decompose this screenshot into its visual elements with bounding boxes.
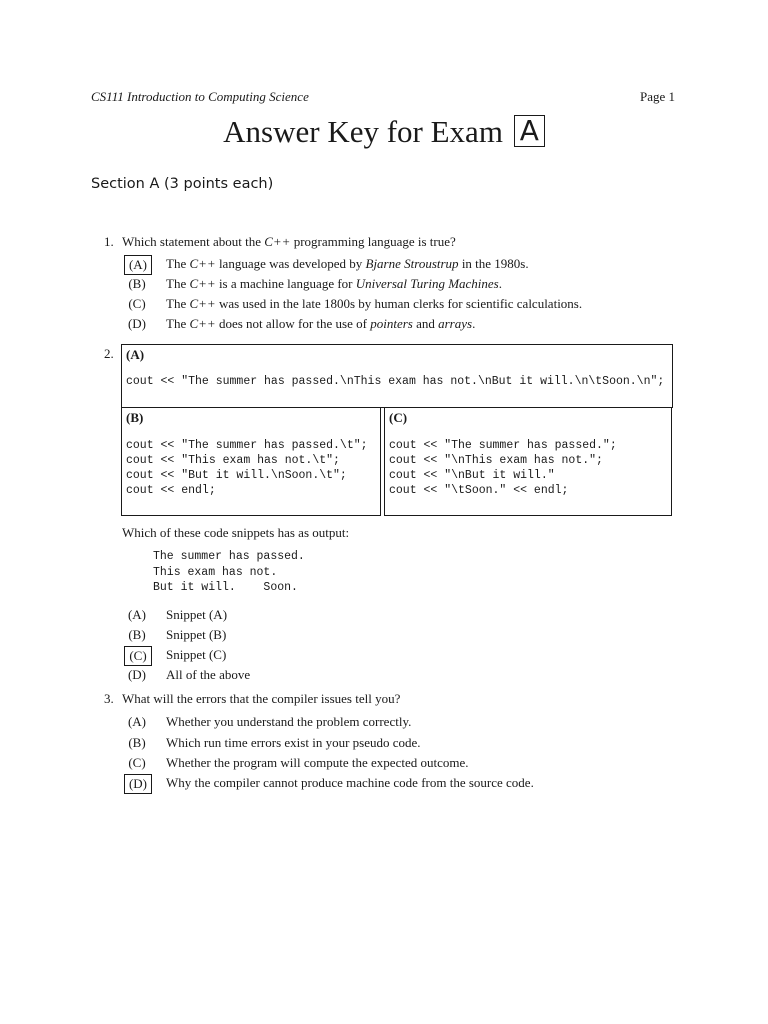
snippet-a-box [121, 344, 673, 408]
snippet-c-line: cout << "\nBut it will." [389, 469, 555, 482]
q3-option-a-text: Whether you understand the problem correctly. [166, 714, 412, 729]
snippet-c-line: cout << "\tSoon." << endl; [389, 484, 569, 497]
course-title: CS111 Introduction to Computing Science [91, 89, 309, 104]
q3-option-d-text: Why the compiler cannot produce machine code from the source code. [166, 775, 534, 790]
q3-option-c [124, 755, 684, 773]
snippet-c-line: cout << "\nThis exam has not."; [389, 454, 603, 467]
q3-option-b [124, 735, 684, 753]
question-2-text: Which of these code snippets has as output: [122, 525, 350, 540]
q1-option-c [124, 296, 684, 314]
page-number: Page 1 [640, 89, 676, 104]
q2-option-c-label: (C) [124, 646, 152, 666]
snippet-b-line: cout << "This exam has not.\t"; [126, 454, 340, 467]
q3-option-b-label: (B) [128, 735, 146, 750]
q2-option-a [124, 607, 684, 625]
q1-option-a-text: The C++ language was developed by Bjarne Stroustrup in the 1980s. [166, 256, 529, 271]
q3-option-c-text: Whether the program will compute the expected outcome. [166, 755, 469, 770]
q3-option-d [124, 775, 684, 793]
q1-option-d-text: The C++ does not allow for the use of pointers and arrays. [166, 316, 476, 331]
expected-output-line: The summer has passed. [153, 550, 305, 563]
title-text: Answer Key for Exam [223, 114, 503, 149]
question-2-number: 2. [104, 346, 114, 361]
q2-option-d-label: (D) [127, 667, 147, 682]
q2-option-a-text: Snippet (A) [166, 607, 228, 622]
snippet-c-line: cout << "The summer has passed."; [389, 439, 617, 452]
q1-option-b-label: (B) [128, 276, 146, 291]
q2-option-b [124, 627, 684, 645]
question-1-number: 1. [104, 234, 114, 249]
q2-option-c-text: Snippet (C) [166, 647, 227, 662]
q2-option-b-text: Snippet (B) [166, 627, 227, 642]
expected-output-line: This exam has not. [153, 566, 278, 579]
q3-option-a [124, 714, 684, 732]
q1-option-a [124, 256, 684, 274]
expected-output-line: But it will. Soon. [153, 581, 298, 594]
page-title [0, 114, 768, 150]
q2-option-d [124, 667, 684, 685]
snippet-b-line: cout << "The summer has passed.\t"; [126, 439, 368, 452]
section-heading: Section A (3 points each) [91, 176, 274, 192]
question-1-text: Which statement about the C++ programming language is true? [122, 234, 456, 249]
exam-version-box: A [514, 115, 545, 147]
q1-option-c-text: The C++ was used in the late 1800s by human clerks for scientific calculations. [166, 296, 583, 311]
q1-option-d [124, 316, 684, 334]
snippet-b-box [121, 407, 381, 516]
q1-option-d-label: (D) [127, 316, 147, 331]
question-3-text: What will the errors that the compiler issues tell you? [122, 691, 401, 706]
q1-option-a-label: (A) [124, 255, 152, 275]
snippet-b-title: (B) [126, 410, 144, 425]
question-3-number: 3. [104, 691, 114, 706]
snippet-c-title: (C) [389, 410, 408, 425]
snippet-c-box [384, 407, 672, 516]
q2-option-a-label: (A) [127, 607, 147, 622]
snippet-b-line: cout << "But it will.\nSoon.\t"; [126, 469, 347, 482]
q3-option-d-label: (D) [124, 774, 152, 794]
q2-option-c [124, 647, 684, 665]
q1-option-b-text: The C++ is a machine language for Universal Turing Machines. [166, 276, 502, 291]
q3-option-b-text: Which run time errors exist in your pseudo code. [166, 735, 421, 750]
q1-option-b [124, 276, 684, 294]
q2-option-d-text: All of the above [166, 667, 251, 682]
snippet-a-line: cout << "The summer has passed.\nThis exam has not.\nBut it will.\n\tSoon.\n"; [126, 375, 665, 388]
q3-option-a-label: (A) [127, 714, 147, 729]
q3-option-c-label: (C) [128, 755, 146, 770]
q2-option-b-label: (B) [128, 627, 146, 642]
snippet-b-line: cout << endl; [126, 484, 216, 497]
q1-option-c-label: (C) [128, 296, 146, 311]
snippet-a-title: (A) [126, 347, 145, 362]
